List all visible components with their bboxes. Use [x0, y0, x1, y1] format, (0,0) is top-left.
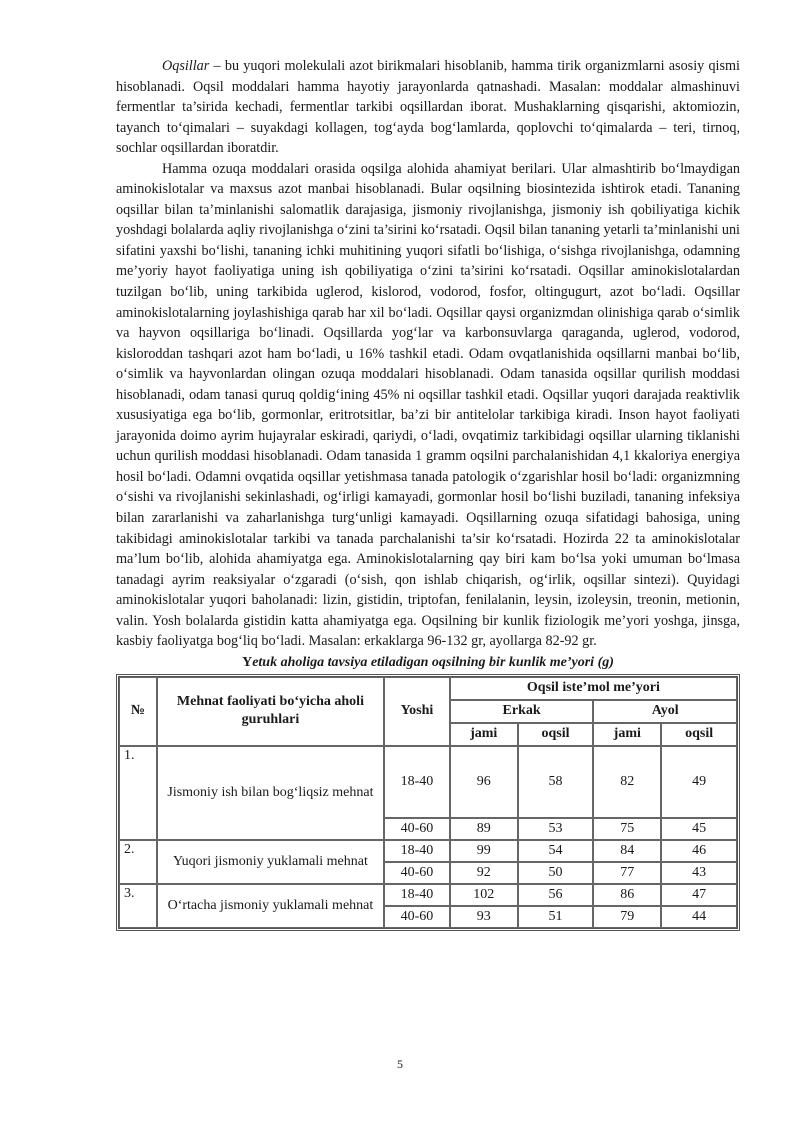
group-name: Yuqori jismoniy yuklamali mehnat: [157, 840, 384, 884]
table-caption-first-letter: Y: [242, 654, 253, 670]
male-total-cell: 102: [450, 884, 518, 906]
paragraph-oqsillar: [116, 56, 740, 159]
female-protein-cell: 46: [661, 840, 737, 862]
female-total-cell: 77: [593, 862, 661, 884]
table-row: [119, 746, 737, 818]
age-cell: 40-60: [384, 906, 450, 928]
header-female: Ayol: [593, 700, 737, 723]
table-caption: [116, 654, 740, 672]
group-number: 3.: [119, 884, 157, 928]
document-page: [116, 56, 740, 931]
header-male-protein: oqsil: [518, 723, 594, 746]
group-name: Jismoniy ish bilan bog‘liqsiz mehnat: [157, 746, 384, 840]
header-consumption: Oqsil iste’mol me’yori: [450, 677, 737, 700]
female-protein-cell: 44: [661, 906, 737, 928]
paragraph-nutrition: Hamma ozuqa moddalari orasida oqsilga alohida ahamiyat berilari. Ular almashtirib bo‘lmaydigan aminokislotalar va maxsus azot manbai hisoblanadi. Bular oqsilning biosintezida ishtirok etadi. Tananing oqsillar bilan ta’minlanishi salomatlik darajasiga, jismoniy rivojlanishga, jismoniy ish qobiliyatiga kichik yoshdagi bolalarda aqliy rivojlanishga o‘zini ta’sirini ko‘rsatadi. Oqsil bilan tananing yetarli ta’minlanishi uni sifatini yaxshi bo‘lishi, tananing ichki muhitining yuqori sifatli bo‘lishiga, o‘sishga rivojlanishga, odamning me’yoriy hayot faoliyatiga uning ish qobiliyatiga o‘zini ta’sirini ko‘rsatadi. Oqsillar aminokislotalardan tuzilgan bo‘lib, uning tarkibida uglerod, kislorod, vodorod, fosfor, oltingugurt, azot bo‘ladi. Oqsillar aminokislotalarning joylashishiga qarab har xil bo‘ladi. Oqsillar qaysi organizmdan olinishiga qarab o‘simlik va hayvon oqsillariga bo‘linadi. Oqsillarda yog‘lar va karbonsuvlarga qaraganda, uglerod, vodorod, kisloroddan tashqari azot ham bo‘ladi, u 16% tashkil etadi. Odam ovqatlanishida oqsillarni manbai bo‘lib, o‘simlik va hayvonlardan olingan ozuqa moddalari hisoblanadi. Odam tanasida oqsillar qurilish moddasi hisoblanadi, odam tanasi quruq qoldig‘ining 45% ni oqsillar tashkil etadi. Oqsillar yuqori darajada reaktivlik xususiyatiga ega bo‘lib, gormonlar, eritrotsitlar, ba’zi bir antitelolar tarkibiga kiradi. Inson hayot faoliyati jarayonida doimo ayrim hujayralar eskiradi, qariydi, o‘ladi, ovqatimiz tarkibidagi oqsillar ularning tiklanishi uchun qurilish moddasi hisoblanadi. Odam tanasida 1 gramm oqsilni parchalanishidan 4,1 kkaloriya energiya hosil bo‘ladi. Odamni ovqatida oqsillar yetishmasa tanada patologik o‘zgarishlar hosil bo‘ladi: organizmning o‘sishi va rivojlanishi sekinlashadi, og‘irligi kamayadi, gormonlar hosil bo‘lishi buziladi, tananing infeksiya bilan zararlanishi va zaharlanishga turg‘unligi kamayadi. Oqsillarning ozuqa sifatidagi bahosiga, uning takibidagi aminokislotalar tarkibi va tanada parchalanishi ta’sir ko‘rsatadi. Hozirda 22 ta aminokislotalar ma’lum bo‘lib, alohida ahamiyatga ega. Aminokislotalarning qay biri kam bo‘lsa yoki umuman bo‘lmasa tanadagi ayrim reaksiyalar o‘zgaradi (o‘sish, qon ishlab chiqarish, og‘irlik, oqsillar sintezi). Quyidagi aminokislotalar yuqori baholanadi: lizin, gistidin, triptofan, fenilalanin, leysin, izoleysin, treonin, metionin, valin. Yosh bolalarda gistidin katta ahamiyatga ega. Oqsilning bir kunlik fiziologik me’yori yoshga, jinsga, kasbiy faoliyatga bog‘liq bo‘ladi. Masalan: erkaklarga 96-132 gr, ayollarga 82-92 gr.: [116, 160, 740, 650]
male-protein-cell: 56: [518, 884, 594, 906]
table-row: [119, 840, 737, 862]
female-total-cell: 75: [593, 818, 661, 840]
term-oqsillar: Oqsillar: [162, 58, 210, 74]
female-total-cell: 82: [593, 746, 661, 818]
age-cell: 18-40: [384, 840, 450, 862]
paragraph-oqsillar-text: – bu yuqori molekulali azot birikmalari hisoblanib, hamma tirik organizmlarni asosiy qismi hisoblanadi. Oqsil moddalari hamma hayotiy jarayonlarda qatnashadi. Masalan: moddalar almashinuvi fermentlar ta’sirida kechadi, fermentlar tarkibi oqsillardan iborat. Mushaklarning qisqarishi, aktomiozin, tayanch to‘qimalari – suyakdagi kollagen, tog‘ayda bog‘lamlarda, qoplovchi to‘qimalarda – teri, tirnoq, sochlar oqsillardan iboratdir.: [116, 58, 740, 157]
male-total-cell: 89: [450, 818, 518, 840]
female-protein-cell: 45: [661, 818, 737, 840]
header-age: Yoshi: [384, 677, 450, 746]
age-cell: 18-40: [384, 884, 450, 906]
female-protein-cell: 49: [661, 746, 737, 818]
male-protein-cell: 51: [518, 906, 594, 928]
group-name: O‘rtacha jismoniy yuklamali mehnat: [157, 884, 384, 928]
table-row: [119, 884, 737, 906]
female-protein-cell: 47: [661, 884, 737, 906]
header-number: №: [119, 677, 157, 746]
female-total-cell: 86: [593, 884, 661, 906]
header-male-total: jami: [450, 723, 518, 746]
page-number: 5: [397, 1057, 403, 1071]
age-cell: 40-60: [384, 862, 450, 884]
male-total-cell: 92: [450, 862, 518, 884]
male-protein-cell: 50: [518, 862, 594, 884]
female-total-cell: 84: [593, 840, 661, 862]
female-protein-cell: 43: [661, 862, 737, 884]
header-male: Erkak: [450, 700, 594, 723]
male-protein-cell: 53: [518, 818, 594, 840]
header-group: Mehnat faoliyati bo‘yicha aholi guruhlari: [157, 677, 384, 746]
table-caption-text: etuk aholiga tavsiya etiladigan oqsilning bir kunlik me’yori (g): [252, 654, 614, 670]
group-number: 1.: [119, 746, 157, 840]
male-total-cell: 96: [450, 746, 518, 818]
male-protein-cell: 58: [518, 746, 594, 818]
age-cell: 18-40: [384, 746, 450, 818]
male-total-cell: 93: [450, 906, 518, 928]
age-cell: 40-60: [384, 818, 450, 840]
female-total-cell: 79: [593, 906, 661, 928]
protein-norm-table: [116, 674, 740, 931]
group-number: 2.: [119, 840, 157, 884]
header-female-protein: oqsil: [661, 723, 737, 746]
header-female-total: jami: [593, 723, 661, 746]
male-total-cell: 99: [450, 840, 518, 862]
male-protein-cell: 54: [518, 840, 594, 862]
